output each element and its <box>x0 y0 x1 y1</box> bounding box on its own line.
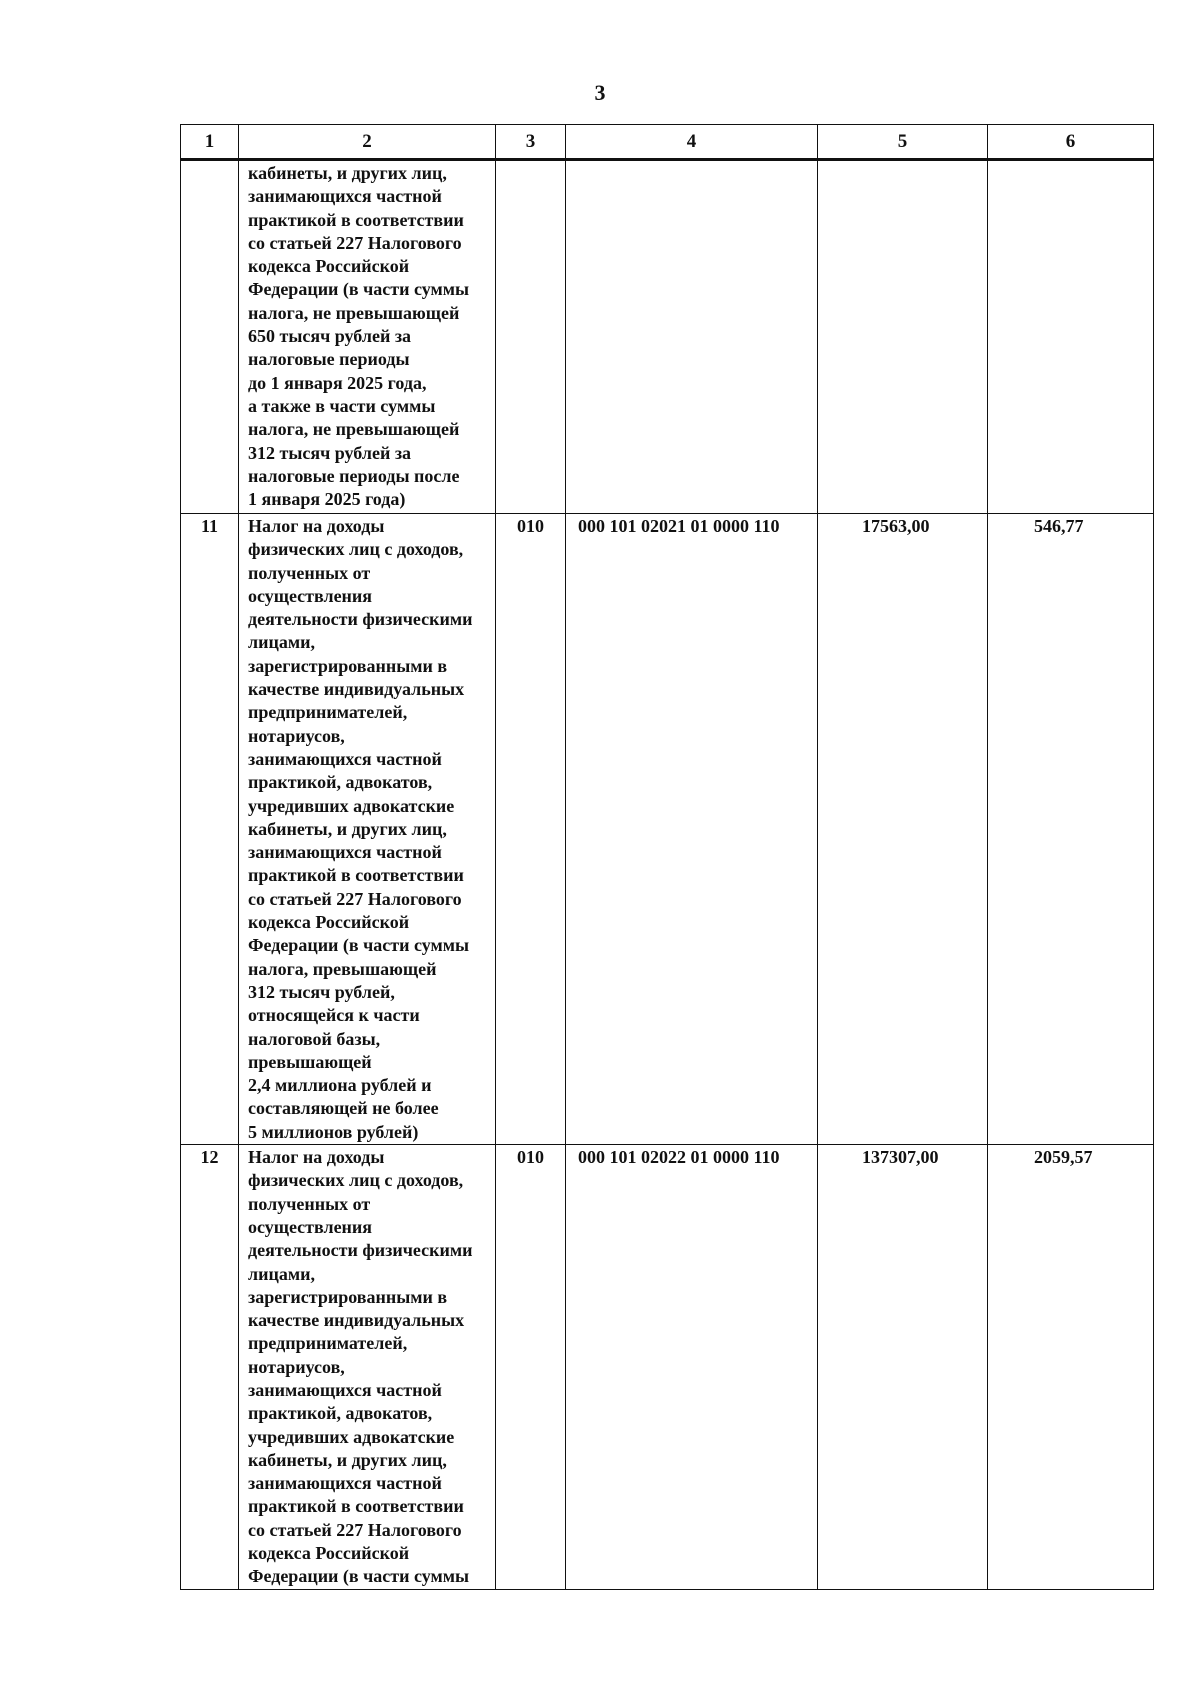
description-line: со статьей 227 Налогового <box>248 232 462 253</box>
description-line: полученных от <box>248 1193 371 1214</box>
amount6-cell: 2059,57 <box>988 1145 1154 1590</box>
column-header-5: 5 <box>818 125 988 160</box>
column-header-4: 4 <box>566 125 818 160</box>
description-line: зарегистрированными в <box>248 1286 448 1307</box>
description-line: со статьей 227 Налогового <box>248 1519 462 1540</box>
description-line: практикой в соответствии <box>248 209 464 230</box>
description-line: налога, не превышающей <box>248 419 460 440</box>
description-line: качестве индивидуальных <box>248 679 465 700</box>
description-line: со статьей 227 Налогового <box>248 888 462 909</box>
description-line: относящейся к части <box>248 1005 420 1026</box>
description-line: превышающей <box>248 1051 372 1072</box>
description-line: практикой в соответствии <box>248 865 464 886</box>
amount6-cell <box>988 160 1154 514</box>
table-row <box>181 1145 1154 1590</box>
column-header-6: 6 <box>988 125 1154 160</box>
description-cell <box>239 514 496 1145</box>
description-line: предпринимателей, <box>248 702 408 723</box>
description-line: налога, не превышающей <box>248 302 460 323</box>
description-line: до 1 января 2025 года, <box>248 372 427 393</box>
amount6-cell: 546,77 <box>988 514 1154 1145</box>
column-header-2: 2 <box>239 125 496 160</box>
description-line: кабинеты, и других лиц, <box>248 818 447 839</box>
kbk-cell: 000 101 02021 01 0000 110 <box>566 514 818 1145</box>
code-cell: 010 <box>496 1145 566 1590</box>
row-number-cell <box>181 160 239 514</box>
description-line: осуществления <box>248 585 373 606</box>
description-line: 650 тысяч рублей за <box>248 326 412 347</box>
description-line: практикой в соответствии <box>248 1496 464 1517</box>
description-line: полученных от <box>248 562 371 583</box>
code-cell <box>496 160 566 514</box>
amount5-cell: 137307,00 <box>818 1145 988 1590</box>
description-cell <box>239 160 496 514</box>
row-number-cell: 11 <box>181 514 239 1145</box>
row-number-cell: 12 <box>181 1145 239 1590</box>
description-line: нотариусов, <box>248 725 345 746</box>
description-line: налога, превышающей <box>248 958 437 979</box>
description-line: Налог на доходы <box>248 1147 385 1168</box>
description-line: кодекса Российской <box>248 912 410 933</box>
description-line: занимающихся частной <box>248 186 442 207</box>
table-row-continuation <box>181 160 1154 514</box>
description-line: кабинеты, и других лиц, <box>248 1449 447 1470</box>
description-line: занимающихся частной <box>248 1473 442 1494</box>
description-line: 312 тысяч рублей за <box>248 442 412 463</box>
description-line: кабинеты, и других лиц, <box>248 163 447 183</box>
amount5-cell: 17563,00 <box>818 514 988 1145</box>
description-line: а также в части суммы <box>248 395 436 416</box>
description-line: налоговые периоды <box>248 349 410 370</box>
description-line: нотариусов, <box>248 1356 345 1377</box>
description-line: кодекса Российской <box>248 1543 410 1564</box>
description-line: занимающихся частной <box>248 842 442 863</box>
description-line: составляющей не более <box>248 1098 439 1119</box>
kbk-cell: 000 101 02022 01 0000 110 <box>566 1145 818 1590</box>
description-line: 1 января 2025 года) <box>248 489 406 510</box>
description-line: деятельности физическими <box>248 1240 473 1261</box>
description-line: Федерации (в части суммы <box>248 279 470 300</box>
description-line: учредивших адвокатские <box>248 1426 455 1447</box>
description-line: зарегистрированными в <box>248 655 448 676</box>
header-row <box>181 125 1154 160</box>
description-line: осуществления <box>248 1216 373 1237</box>
description-line: налоговые периоды после <box>248 465 460 486</box>
amount5-cell <box>818 160 988 514</box>
description-line: деятельности физическими <box>248 609 473 630</box>
description-line: физических лиц с доходов, <box>248 539 464 560</box>
table-row <box>181 514 1154 1145</box>
column-header-1: 1 <box>181 125 239 160</box>
description-line: лицами, <box>248 1263 315 1284</box>
description-line: Федерации (в части суммы <box>248 1566 470 1587</box>
description-line: 5 миллионов рублей) <box>248 1121 419 1142</box>
description-line: качестве индивидуальных <box>248 1310 465 1331</box>
revenue-table <box>180 124 1154 1590</box>
description-line: Налог на доходы <box>248 516 385 536</box>
description-line: физических лиц с доходов, <box>248 1170 464 1191</box>
description-line: предпринимателей, <box>248 1333 408 1354</box>
description-line: практикой, адвокатов, <box>248 1403 433 1424</box>
description-line: кодекса Российской <box>248 256 410 277</box>
description-line: налоговой базы, <box>248 1028 381 1049</box>
description-line: учредивших адвокатские <box>248 795 455 816</box>
column-header-3: 3 <box>496 125 566 160</box>
page-number: 3 <box>594 80 606 105</box>
description-line: лицами, <box>248 632 315 653</box>
description-line: 2,4 миллиона рублей и <box>248 1075 432 1096</box>
code-cell: 010 <box>496 514 566 1145</box>
kbk-cell <box>566 160 818 514</box>
description-line: практикой, адвокатов, <box>248 772 433 793</box>
description-line: занимающихся частной <box>248 748 442 769</box>
description-line: Федерации (в части суммы <box>248 935 470 956</box>
description-line: 312 тысяч рублей, <box>248 981 395 1002</box>
description-line: занимающихся частной <box>248 1379 442 1400</box>
description-cell <box>239 1145 496 1590</box>
